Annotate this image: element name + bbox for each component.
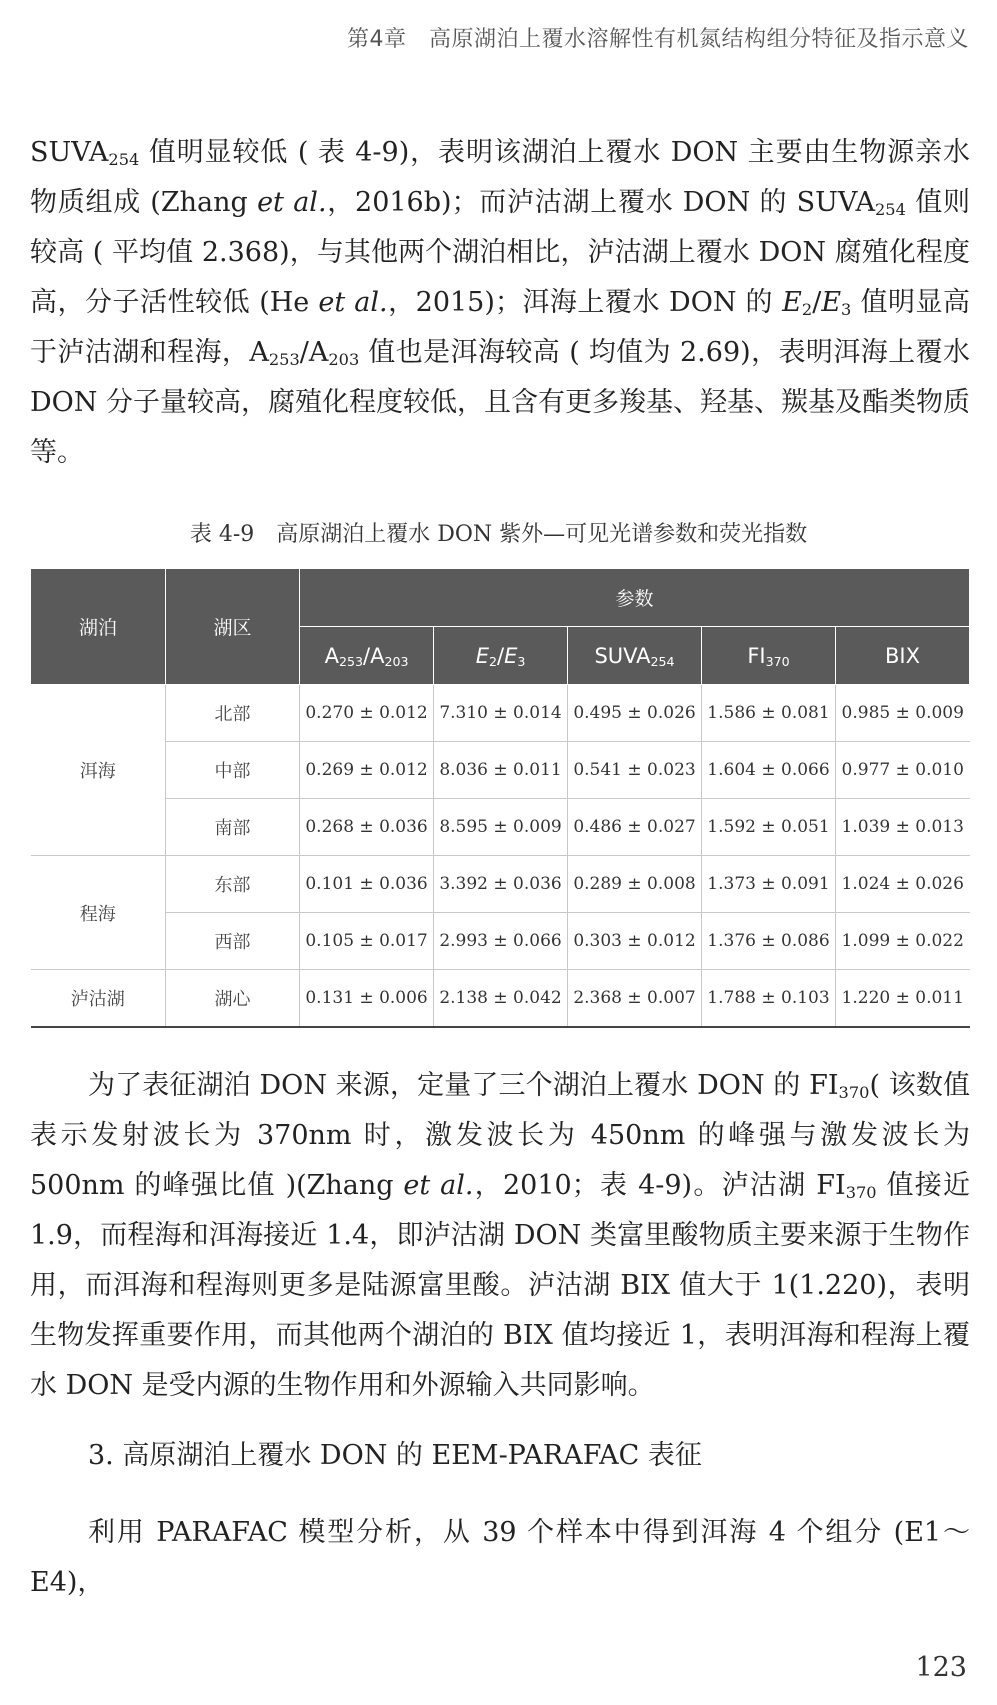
header-zone: 湖区 <box>166 569 300 685</box>
value-cell: 0.289 ± 0.008 <box>568 856 702 913</box>
zone-cell: 西部 <box>166 913 300 970</box>
value-cell: 0.303 ± 0.012 <box>568 913 702 970</box>
table-caption: 表 4-9 高原湖泊上覆水 DON 紫外—可见光谱参数和荧光指数 <box>189 522 808 547</box>
header-fi370: $FI_{370}$ <box>702 627 836 685</box>
zone-cell: 湖心 <box>166 970 300 1028</box>
header-bix: BIX <box>835 627 969 685</box>
zone-cell: 北部 <box>166 685 300 742</box>
value-cell: 1.604 ± 0.066 <box>702 742 836 799</box>
value-cell: 1.788 ± 0.103 <box>702 970 836 1028</box>
value-cell: 0.105 ± 0.017 <box>300 913 434 970</box>
zone-cell: 东部 <box>166 856 300 913</box>
header-lake: 湖泊 <box>31 569 166 685</box>
table-row <box>31 685 970 742</box>
lake-chenghai: 程海 <box>31 856 166 970</box>
value-cell: 8.036 ± 0.011 <box>434 742 568 799</box>
header-params: 参数 <box>300 569 970 627</box>
value-cell: 2.368 ± 0.007 <box>568 970 702 1028</box>
value-cell: 7.310 ± 0.014 <box>434 685 568 742</box>
value-cell: 1.592 ± 0.051 <box>702 799 836 856</box>
value-cell: 0.495 ± 0.026 <box>568 685 702 742</box>
table-row <box>31 913 970 970</box>
value-cell: 1.220 ± 0.011 <box>835 970 969 1028</box>
header-a253-a203: $A_{253}/A_{203}$ <box>300 627 434 685</box>
value-cell: 0.101 ± 0.036 <box>300 856 434 913</box>
value-cell: 0.131 ± 0.006 <box>300 970 434 1028</box>
value-cell: 0.977 ± 0.010 <box>835 742 969 799</box>
section-heading: 3. 高原湖泊上覆水 DON 的 EEM-PARAFAC 表征 <box>88 1440 702 1471</box>
value-cell: 1.099 ± 0.022 <box>835 913 969 970</box>
value-cell: 1.039 ± 0.013 <box>835 799 969 856</box>
table-row <box>31 742 970 799</box>
value-cell: 1.024 ± 0.026 <box>835 856 969 913</box>
value-cell: 1.373 ± 0.091 <box>702 856 836 913</box>
value-cell: 0.541 ± 0.023 <box>568 742 702 799</box>
table-row <box>31 799 970 856</box>
value-cell: 8.595 ± 0.009 <box>434 799 568 856</box>
value-cell: 0.270 ± 0.012 <box>300 685 434 742</box>
page-number: 123 <box>915 1652 967 1683</box>
value-cell: 0.268 ± 0.036 <box>300 799 434 856</box>
value-cell: 3.392 ± 0.036 <box>434 856 568 913</box>
lake-erhai: 洱海 <box>31 685 166 856</box>
value-cell: 2.993 ± 0.066 <box>434 913 568 970</box>
value-cell: 0.269 ± 0.012 <box>300 742 434 799</box>
lake-lugu: 泸沽湖 <box>31 970 166 1028</box>
value-cell: 2.138 ± 0.042 <box>434 970 568 1028</box>
paragraph-3: 利用 PARAFAC 模型分析，从 39 个样本中得到洱海 4 个组分 (E1～E4)， <box>30 1517 970 1598</box>
table-row <box>31 970 970 1028</box>
value-cell: 1.376 ± 0.086 <box>702 913 836 970</box>
running-header: 第4章 高原湖泊上覆水溶解性有机氮结构组分特征及指示意义 <box>347 27 969 52</box>
parameters-table <box>30 568 970 1028</box>
zone-cell: 中部 <box>166 742 300 799</box>
zone-cell: 南部 <box>166 799 300 856</box>
header-suva254: $SUVA_{254}$ <box>568 627 702 685</box>
paragraph-2: 为了表征湖泊 DON 来源，定量了三个湖泊上覆水 DON 的 $FI_{370}$( 该数值表示发射波长为 370nm 时，激发波长为 450nm 的峰强与激发波长为 500nm 的峰强比值 )(Zhang et al.，2010；表 4-9)。泸沽湖 $FI_{370}$ 值接近 1.9，而程海和洱海接近 1.4，即泸沽湖 DON 类富里酸物质主要来源于生物作用，而洱海和程海则更多是陆源富里酸。泸沽湖 BIX 值大于 1(1.220)，表明生物发挥重要作用，而其他两个湖泊的 BIX 值均接近 1，表明洱海和程海上覆水 DON 是受内源的生物作用和外源输入共同影响。 <box>30 1070 970 1401</box>
value-cell: 0.985 ± 0.009 <box>835 685 969 742</box>
value-cell: 0.486 ± 0.027 <box>568 799 702 856</box>
header-e2-e3: $E_2/E_3$ <box>434 627 568 685</box>
value-cell: 1.586 ± 0.081 <box>702 685 836 742</box>
table-row <box>31 856 970 913</box>
paragraph-1: $SUVA_{254}$ 值明显较低 ( 表 4-9)，表明该湖泊上覆水 DON 主要由生物源亲水物质组成 (Zhang et al.，2016b)；而泸沽湖上覆水 DON 的 $SUVA_{254}$ 值则较高 ( 平均值 2.368)，与其他两个湖泊相比，泸沽湖上覆水 DON 腐殖化程度高，分子活性较低 (He et al.，2015)；洱海上覆水 DON 的 $E_2/E_3$ 值明显高于泸沽湖和程海，$A_{253}/A_{203}$ 值也是洱海较高 ( 均值为 2.69)，表明洱海上覆水 DON 分子量较高，腐殖化程度较低，且含有更多羧基、羟基、羰基及酯类物质等。 <box>30 137 971 468</box>
